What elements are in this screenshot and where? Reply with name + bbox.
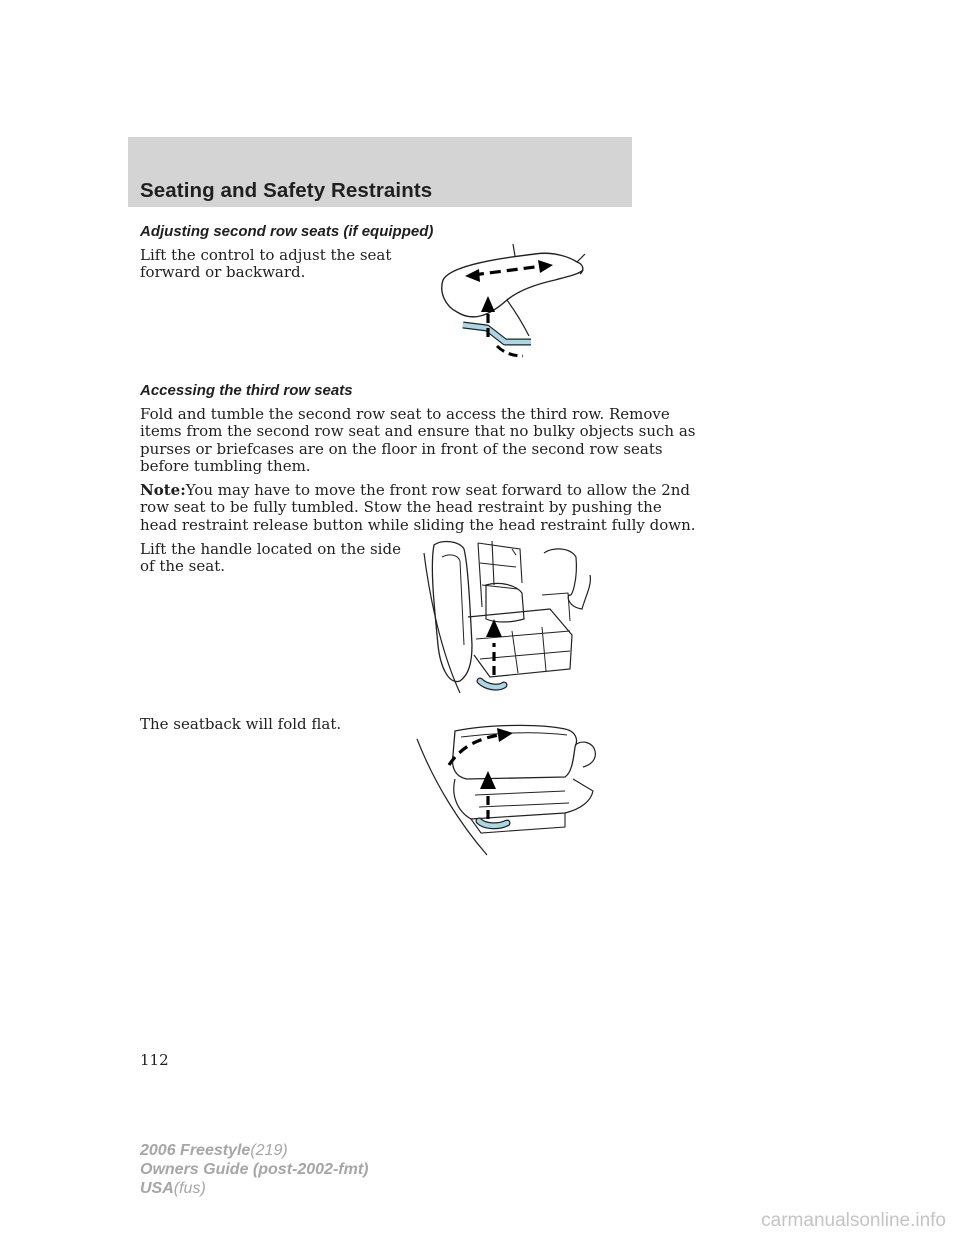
seat-adjust-illustration [425, 240, 595, 365]
subheading-adjusting-second-row: Adjusting second row seats (if equipped) [140, 223, 434, 240]
seat-tumble-illustration [420, 535, 595, 695]
tumble-line-2: items from the second row seat and ensure that no bulky objects such as [140, 422, 696, 441]
tumble-line-1: Fold and tumble the second row seat to access the third row. Remove [140, 405, 670, 423]
footer-line-market: USA(fus) [140, 1180, 206, 1197]
footer-line-guide: Owners Guide (post-2002-fmt) [140, 1161, 369, 1178]
page-number: 112 [140, 1051, 169, 1069]
step-lift-line-1: Lift the handle located on the side [140, 540, 401, 558]
tumble-paragraph [140, 406, 695, 476]
step-fold-flat: The seatback will fold flat. [140, 715, 342, 733]
note-paragraph [140, 482, 696, 534]
note-line-2: row seat to be fully tumbled. Stow the head restraint by pushing the [140, 498, 662, 517]
section-title: Seating and Safety Restraints [140, 179, 433, 202]
tumble-line-4: before tumbling them. [140, 457, 311, 476]
note-line-1: You may have to move the front row seat forward to allow the 2nd [185, 481, 691, 499]
note-line-3: head restraint release button while sliding the head restraint fully down. [140, 515, 696, 534]
watermark: carmanualsonline.info [761, 1210, 946, 1231]
seatback-fold-illustration [415, 715, 600, 860]
adjust-instruction [140, 247, 391, 282]
step-lift-line-2: of the seat. [140, 557, 225, 576]
step-lift-handle [140, 541, 401, 576]
footer-info [140, 1141, 368, 1198]
footer-line-model: 2006 Freestyle(219) [140, 1142, 288, 1159]
adjust-line-1: Lift the control to adjust the seat [140, 246, 392, 264]
adjust-line-2: forward or backward. [140, 263, 306, 282]
subheading-accessing-third-row: Accessing the third row seats [140, 382, 353, 399]
tumble-line-3: purses or briefcases are on the floor in front of the second row seats [140, 439, 663, 458]
note-label: Note: [140, 481, 186, 499]
